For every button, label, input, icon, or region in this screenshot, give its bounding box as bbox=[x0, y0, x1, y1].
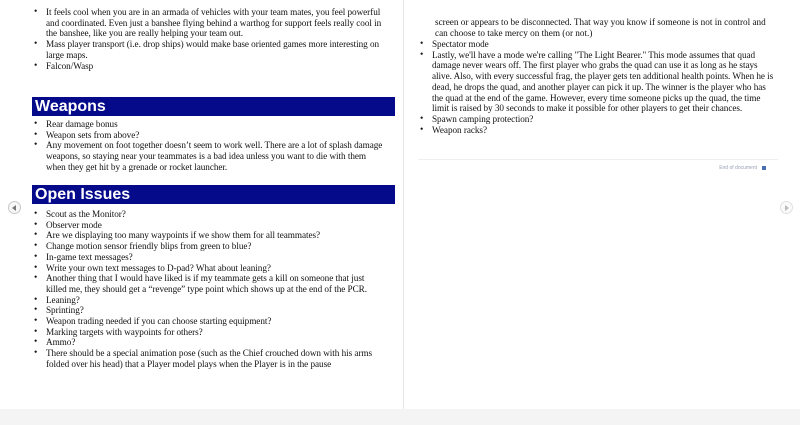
intro-list bbox=[32, 7, 384, 71]
list-item: • Falcon/Wasp bbox=[32, 61, 384, 72]
list-item: • Mass player transport (i.e. drop ships) would make base oriented games more interesting on large maps. bbox=[32, 39, 384, 60]
right-list bbox=[418, 39, 774, 135]
list-item: • Lastly, we'll have a mode we're calling "The Light Bearer." This mode assumes that quad damage never wears off. The first player who grabs the quad can use it as long as he stays alive. Also, with every successful frag, the player gets ten additional health points. When he is dead, he drops the quad, and another player can pick it up. The winner is the player who has the quad at the end of the game. However, every time someone picks up the quad, the time limit is raised by 30 seconds to make it possible for other players to get their chances. bbox=[418, 50, 774, 114]
list-item: • In-game text messages? bbox=[32, 252, 384, 263]
list-item: • It feels cool when you are in an armada of vehicles with your team mates, you feel powerful and coordinated. Even just a banshee flying behind a warthog for support feels really cool in the banshee, like you are really helping your team out. bbox=[32, 7, 384, 39]
open-issues-list bbox=[32, 209, 384, 370]
list-item: • Marking targets with waypoints for others? bbox=[32, 327, 384, 338]
open-issues-heading: Open Issues bbox=[32, 185, 395, 204]
list-item: • Spawn camping protection? bbox=[418, 114, 774, 125]
left-page bbox=[22, 0, 398, 409]
list-item: • Write your own text messages to D-pad? What about leaning? bbox=[32, 263, 384, 274]
end-square-icon bbox=[762, 166, 766, 170]
list-item: • Ammo? bbox=[32, 337, 384, 348]
list-item: • There should be a special animation pose (such as the Chief crouched down with his arms folded over his head) that a Player model plays when the Player is in the pause bbox=[32, 348, 384, 369]
list-item: • Another thing that I would have liked is if my teammate gets a kill on someone that just killed me, they should get a “revenge” type point which shows up at the end of the PCR. bbox=[32, 273, 384, 294]
divider bbox=[418, 159, 778, 160]
list-item: • Any movement on foot together doesn’t seem to work well. There are a lot of splash damage weapons, so staying near your teammates is a bad idea unless you want to die with them when they get hit by a grenade or rocket launcher. bbox=[32, 140, 384, 172]
right-page bbox=[414, 0, 778, 409]
list-item: • Scout as the Monitor? bbox=[32, 209, 384, 220]
list-item: • Observer mode bbox=[32, 220, 384, 231]
end-of-document-label: End of document bbox=[719, 165, 757, 171]
weapons-list bbox=[32, 119, 384, 173]
continued-paragraph: screen or appears to be disconnected. That way you know if someone is not in control and can choose to take mercy on them (or not.) bbox=[435, 17, 766, 38]
list-item: • Rear damage bonus bbox=[32, 119, 384, 130]
list-item: • Spectator mode bbox=[418, 39, 774, 50]
page-gutter bbox=[403, 0, 404, 409]
arrow-right-icon bbox=[785, 205, 789, 211]
bottom-strip bbox=[0, 409, 800, 425]
list-item: • Weapon racks? bbox=[418, 125, 774, 136]
list-item: • Leaning? bbox=[32, 295, 384, 306]
list-item: • Sprinting? bbox=[32, 305, 384, 316]
list-item: • Are we displaying too many waypoints if we show them for all teammates? bbox=[32, 230, 384, 241]
list-item: • Weapon sets from above? bbox=[32, 130, 384, 141]
next-page-button[interactable] bbox=[780, 201, 793, 214]
arrow-left-icon bbox=[12, 205, 16, 211]
end-of-document-marker bbox=[719, 165, 766, 171]
list-item: • Change motion sensor friendly blips from green to blue? bbox=[32, 241, 384, 252]
list-item: • Weapon trading needed if you can choose starting equipment? bbox=[32, 316, 384, 327]
weapons-heading: Weapons bbox=[32, 97, 395, 116]
previous-page-button[interactable] bbox=[8, 201, 21, 214]
